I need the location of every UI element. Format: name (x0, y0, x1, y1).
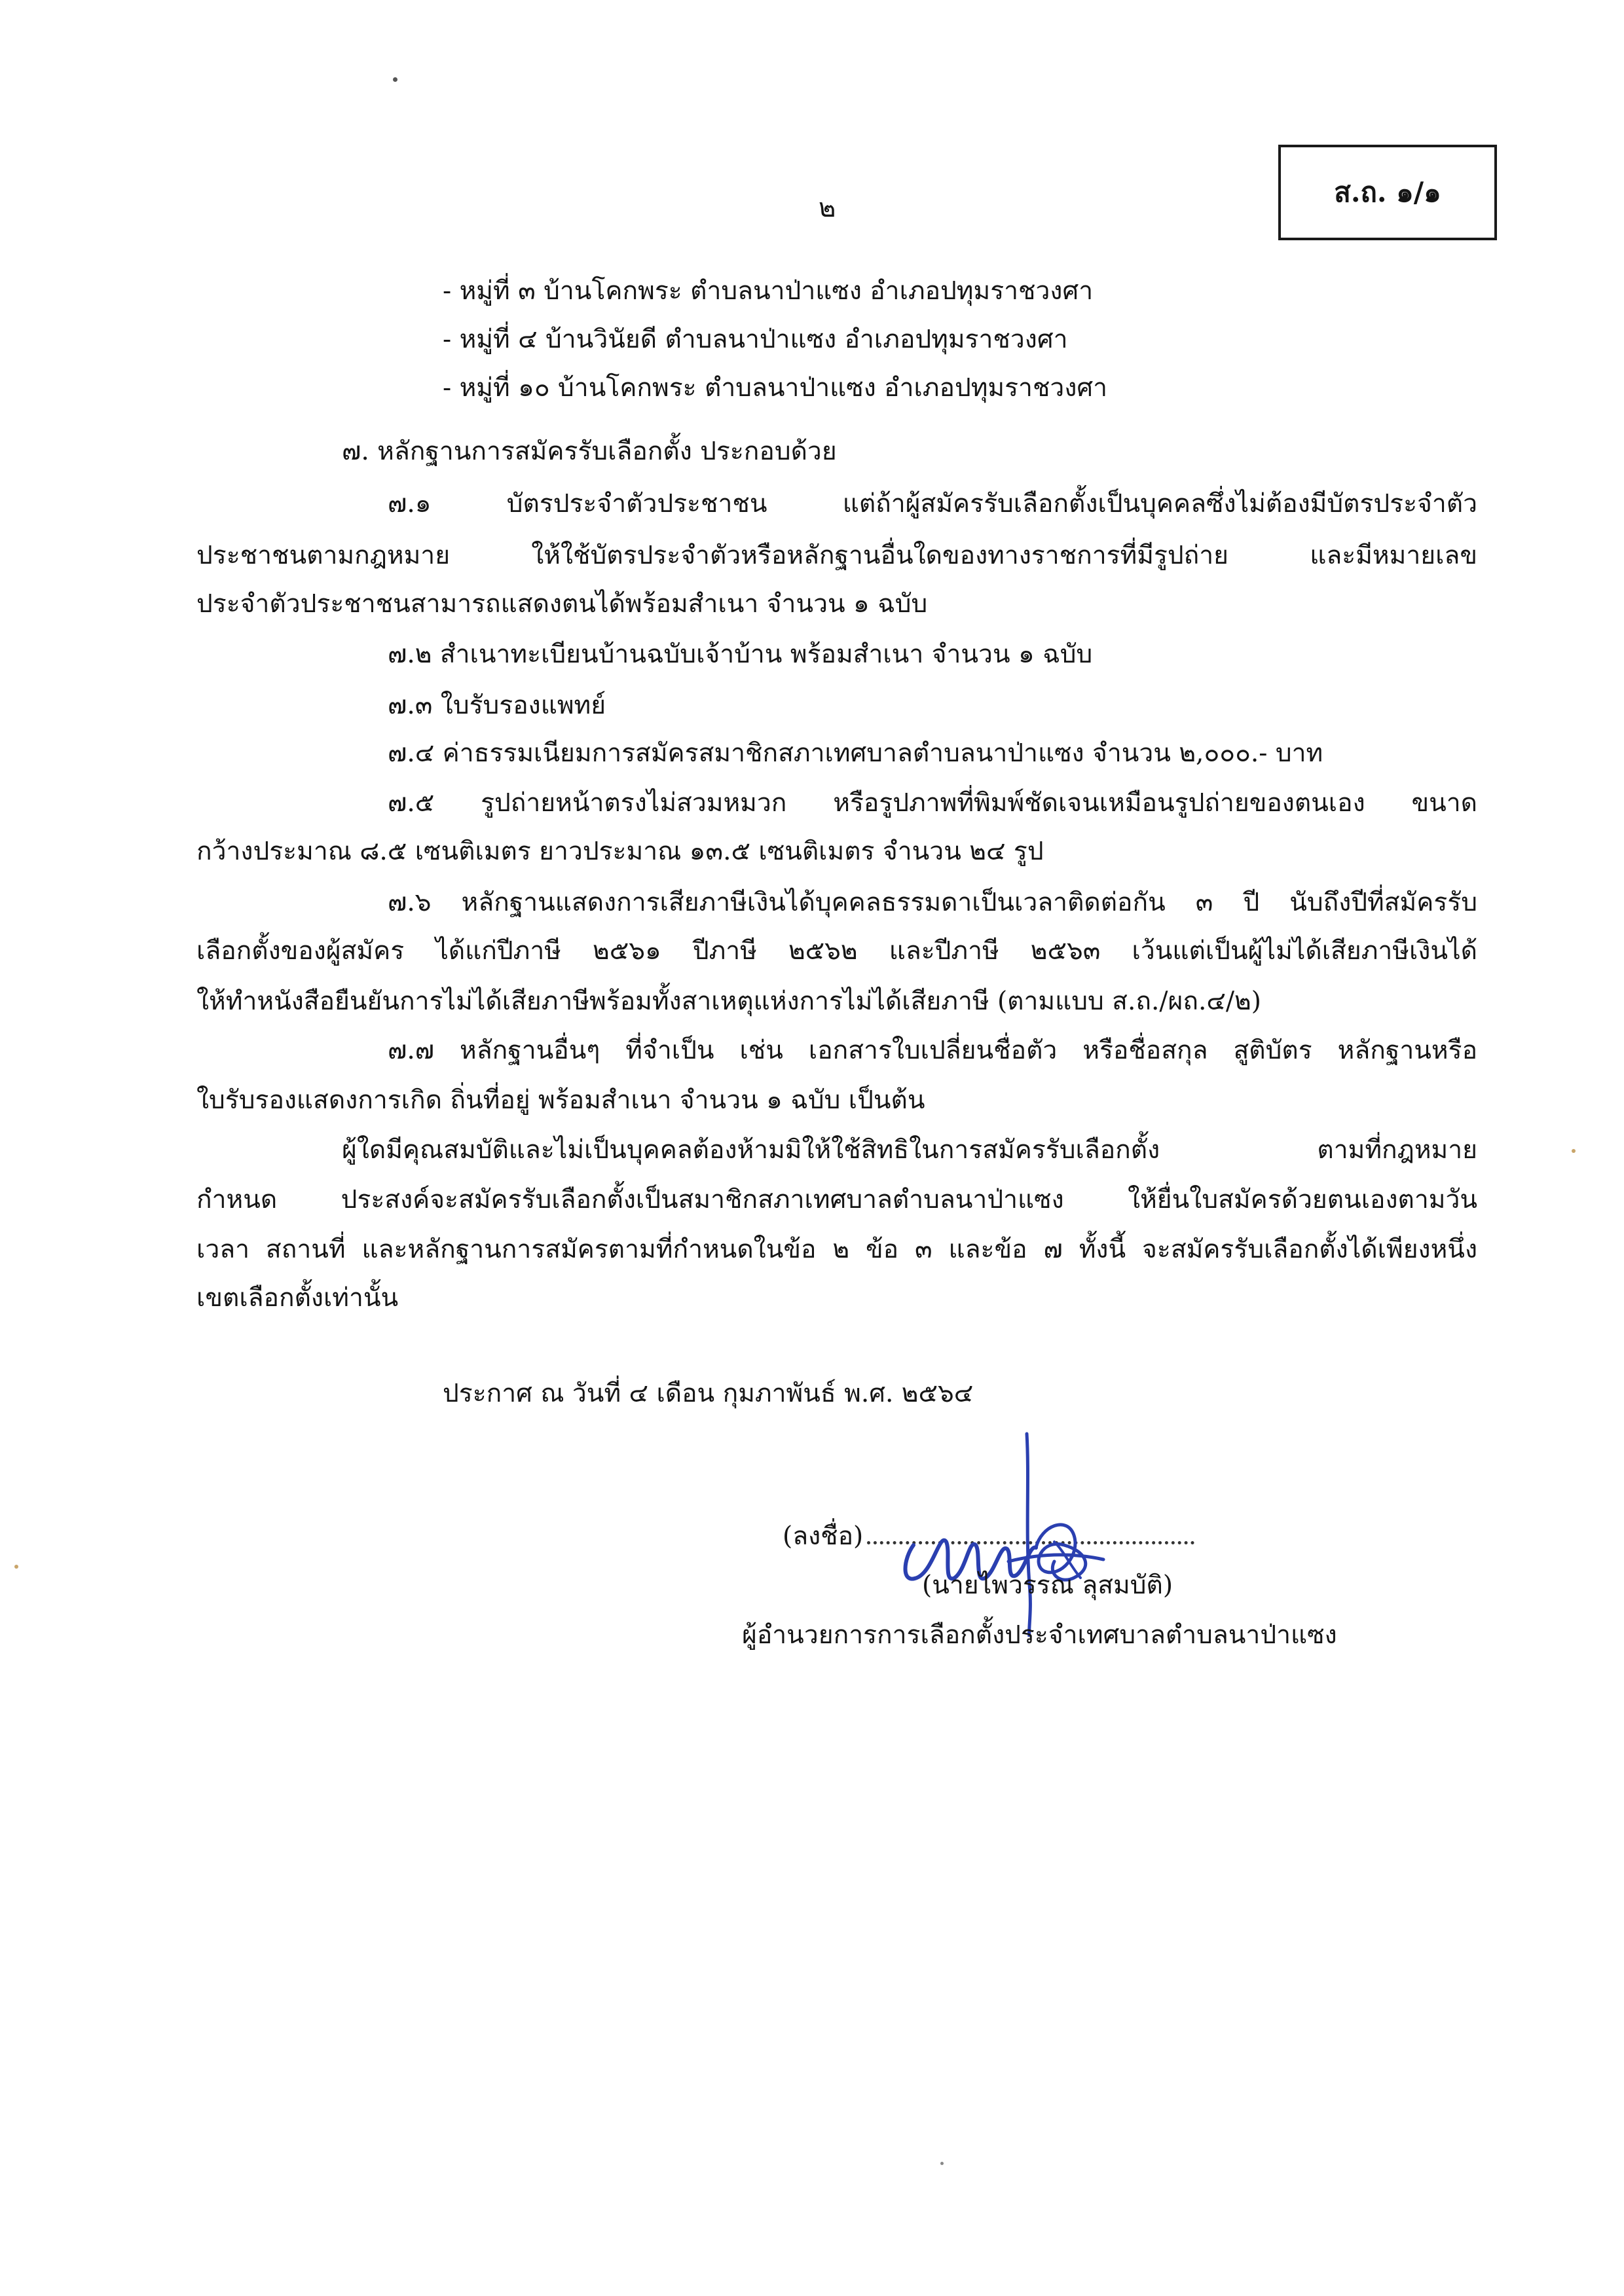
village-line-1: - หมู่ที่ ๓ บ้านโคกพระ ตำบลนาป่าแซง อำเภอปทุมราชวงศา (443, 276, 1094, 306)
scan-speck (1572, 1149, 1576, 1153)
closing-line-1: ผู้ใดมีคุณสมบัติและไม่เป็นบุคคลต้องห้ามมิให้ใช้สิทธิในการสมัครรับเลือกตั้ง ตามที่กฎหมาย (342, 1135, 1477, 1165)
village-line-3: - หมู่ที่ ๑๐ บ้านโคกพระ ตำบลนาป่าแซง อำเภอปทุมราชวงศา (443, 373, 1108, 403)
item-7-1-line-3: ประจำตัวประชาชนสามารถแสดงตนได้พร้อมสำเนา จำนวน ๑ ฉบับ (196, 589, 928, 619)
item-7-6-line-3: ให้ทำหนังสือยืนยันการไม่ได้เสียภาษีพร้อมทั้งสาเหตุแห่งการไม่ได้เสียภาษี (ตามแบบ ส.ถ./ผถ.๔/๒) (196, 987, 1261, 1016)
section7-heading: ๗. หลักฐานการสมัครรับเลือกตั้ง ประกอบด้วย (342, 437, 837, 466)
signatory-position: ผู้อำนวยการการเลือกตั้งประจำเทศบาลตำบลนาป่าแซง (742, 1620, 1337, 1650)
scan-speck (393, 77, 397, 82)
form-code-box (1278, 145, 1497, 240)
item-7-3: ๗.๓ ใบรับรองแพทย์ (388, 691, 606, 720)
signatory-name: (นายไพวรรณ ลุสมบัติ) (922, 1571, 1173, 1600)
closing-line-3: เวลา สถานที่ และหลักฐานการสมัครตามที่กำหนดในข้อ ๒ ข้อ ๓ และข้อ ๗ ทั้งนี้ จะสมัครรับเลือกตั้งได้เพียงหนึ่ง (196, 1235, 1477, 1264)
item-7-6-line-1: ๗.๖ หลักฐานแสดงการเสียภาษีเงินได้บุคคลธรรมดาเป็นเวลาติดต่อกัน ๓ ปี นับถึงปีที่สมัครรับ (388, 888, 1477, 917)
item-7-2: ๗.๒ สำเนาทะเบียนบ้านฉบับเจ้าบ้าน พร้อมสำเนา จำนวน ๑ ฉบับ (388, 640, 1093, 669)
item-7-4: ๗.๔ ค่าธรรมเนียมการสมัครสมาชิกสภาเทศบาลตำบลนาป่าแซง จำนวน ๒,๐๐๐.- บาท (388, 738, 1323, 768)
item-7-5-line-2: กว้างประมาณ ๘.๕ เซนติเมตร ยาวประมาณ ๑๓.๕ เซนติเมตร จำนวน ๒๔ รูป (196, 837, 1044, 866)
closing-line-4: เขตเลือกตั้งเท่านั้น (196, 1283, 399, 1313)
form-code: ส.ถ. ๑/๑ (1334, 176, 1441, 208)
item-7-1-line-1: ๗.๑ บัตรประจำตัวประชาชน แต่ถ้าผู้สมัครรับเลือกตั้งเป็นบุคคลซึ่งไม่ต้องมีบัตรประจำตัว (388, 489, 1477, 519)
item-7-7-line-1: ๗.๗ หลักฐานอื่นๆ ที่จำเป็น เช่น เอกสารใบเปลี่ยนชื่อตัว หรือชื่อสกุล สูติบัตร หลักฐานหรือ (388, 1036, 1477, 1065)
scan-speck (14, 1565, 18, 1569)
village-line-2: - หมู่ที่ ๔ บ้านวินัยดี ตำบลนาป่าแซง อำเภอปทุมราชวงศา (443, 325, 1068, 354)
signature-ink (906, 1434, 1104, 1637)
item-7-5-line-1: ๗.๕ รูปถ่ายหน้าตรงไม่สวมหมวก หรือรูปภาพที่พิมพ์ชัดเจนเหมือนรูปถ่ายของตนเอง ขนาด (388, 788, 1477, 818)
item-7-7-line-2: ใบรับรองแสดงการเกิด ถิ่นที่อยู่ พร้อมสำเนา จำนวน ๑ ฉบับ เป็นต้น (196, 1085, 925, 1115)
item-7-6-line-2: เลือกตั้งของผู้สมัคร ได้แก่ปีภาษี ๒๕๖๑ ปีภาษี ๒๕๖๒ และปีภาษี ๒๕๖๓ เว้นแต่เป็นผู้ไม่ได้เสียภาษีเงินได้ (196, 936, 1477, 966)
scan-speck (940, 2162, 944, 2165)
closing-line-2: กำหนด ประสงค์จะสมัครรับเลือกตั้งเป็นสมาชิกสภาเทศบาลตำบลนาป่าแซง ให้ยื่นใบสมัครด้วยตนเองตามวัน (196, 1185, 1477, 1214)
page-number: ๒ (819, 193, 836, 223)
sign-label: (ลงชื่อ) (783, 1522, 864, 1551)
announcement-date: ประกาศ ณ วันที่ ๔ เดือน กุมภาพันธ์ พ.ศ. ๒๕๖๔ (443, 1379, 974, 1408)
item-7-1-line-2: ประชาชนตามกฎหมาย ให้ใช้บัตรประจำตัวหรือหลักฐานอื่นใดของทางราชการที่มีรูปถ่าย และมีหมายเลข (196, 541, 1477, 570)
